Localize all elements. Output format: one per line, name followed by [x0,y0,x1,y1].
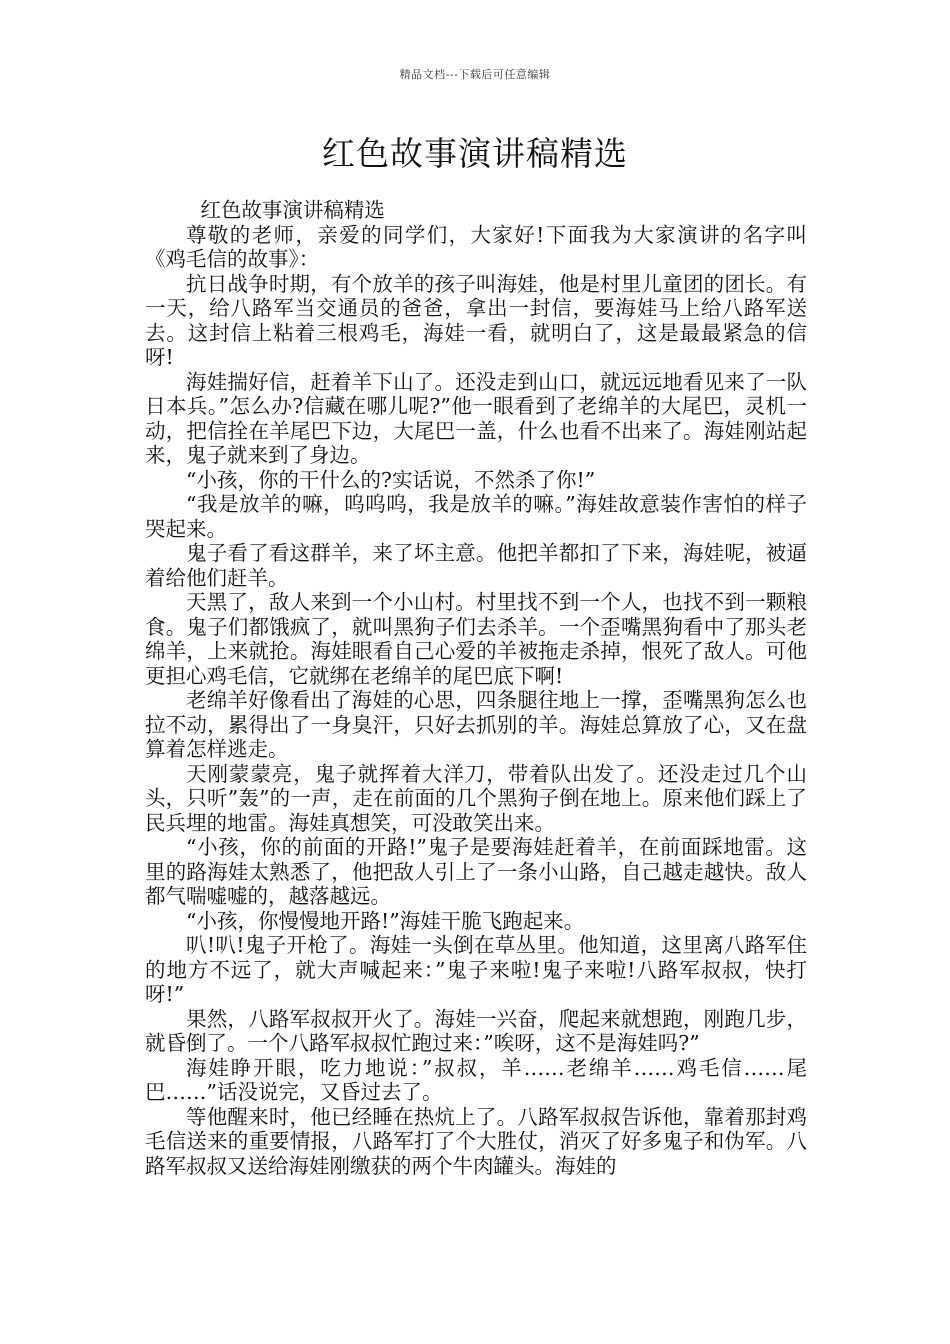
document-title: 红色故事演讲稿精选 [322,134,628,173]
document-body [145,198,807,1178]
body-paragraph: 天黑了，敌人来到一个小山村。村里找不到一个人，也找不到一颗粮食。鬼子们都饿疯了，就叫黑狗子们去杀羊。一个歪嘴黑狗看中了那头老绵羊，上来就抢。海娃眼看自己心爱的羊被拖走杀掉，恨死了敌人。可他更担心鸡毛信，它就绑在老绵羊的尾巴底下啊! [145,590,807,688]
body-paragraph: 海娃睁开眼，吃力地说：”叔叔，羊……老绵羊……鸡毛信……尾巴……”话没说完，又昏过去了。 [145,1055,807,1104]
body-paragraph: 抗日战争时期，有个放羊的孩子叫海娃，他是村里儿童团的团长。有一天，给八路军当交通员的爸爸，拿出一封信，要海娃马上给八路军送去。这封信上粘着三根鸡毛，海娃一看，就明白了，这是最最紧急的信呀! [145,271,807,369]
body-paragraph-subtitle: 红色故事演讲稿精选 [200,198,385,222]
body-paragraph: “小孩，你慢慢地开路!”海娃干脆飞跑起来。 [186,908,585,933]
body-paragraph: 叭!叭!鬼子开枪了。海娃一头倒在草丛里。他知道，这里离八路军住的地方不远了，就大声喊起来：”鬼子来啦!鬼子来啦!八路军叔叔，快打呀!” [145,933,807,1006]
body-paragraph: 尊敬的老师，亲爱的同学们，大家好!下面我为大家演讲的名字叫《鸡毛信的故事》： [145,222,807,271]
body-paragraph: 鬼子看了看这群羊，来了坏主意。他把羊都扣了下来，海娃呢，被逼着给他们赶羊。 [145,541,807,590]
header-note: 精品文档---下载后可任意编辑 [399,68,551,81]
body-paragraph: 天刚蒙蒙亮，鬼子就挥着大洋刀，带着队出发了。还没走过几个山头，只听”轰”的一声，走在前面的几个黑狗子倒在地上。原来他们踩上了民兵埋的地雷。海娃真想笑，可没敢笑出来。 [145,761,807,835]
body-paragraph: 果然，八路军叔叔开火了。海娃一兴奋，爬起来就想跑，刚跑几步，就昏倒了。一个八路军叔叔忙跑过来：”唉呀，这不是海娃吗?” [145,1006,807,1055]
body-paragraph: 老绵羊好像看出了海娃的心思，四条腿往地上一撑，歪嘴黑狗怎么也拉不动，累得出了一身臭汗，只好去抓别的羊。海娃总算放了心，又在盘算着怎样逃走。 [145,688,807,761]
body-paragraph: “我是放羊的嘛，呜呜呜，我是放羊的嘛。”海娃故意装作害怕的样子哭起来。 [145,492,807,541]
body-paragraph: “小孩，你的干什么的?实话说，不然杀了你!” [186,467,596,492]
body-paragraph: “小孩，你的前面的开路!”鬼子是要海娃赶着羊，在前面踩地雷。这里的路海娃太熟悉了，他把敌人引上了一条小山路，自己越走越快。敌人都气喘嘘嘘的，越落越远。 [145,835,807,908]
body-paragraph: 等他醒来时，他已经睡在热炕上了。八路军叔叔告诉他，靠着那封鸡毛信送来的重要情报，八路军打了个大胜仗，消灭了好多鬼子和伪军。八路军叔叔又送给海娃刚缴获的两个牛肉罐头。海娃的 [145,1104,807,1178]
body-paragraph: 海娃揣好信，赶着羊下山了。还没走到山口，就远远地看见来了一队日本兵。”怎么办?信藏在哪儿呢?”他一眼看到了老绵羊的大尾巴，灵机一动，把信拴在羊尾巴下边，大尾巴一盖，什么也看不出来了。海娃刚站起来，鬼子就来到了身边。 [145,369,807,467]
